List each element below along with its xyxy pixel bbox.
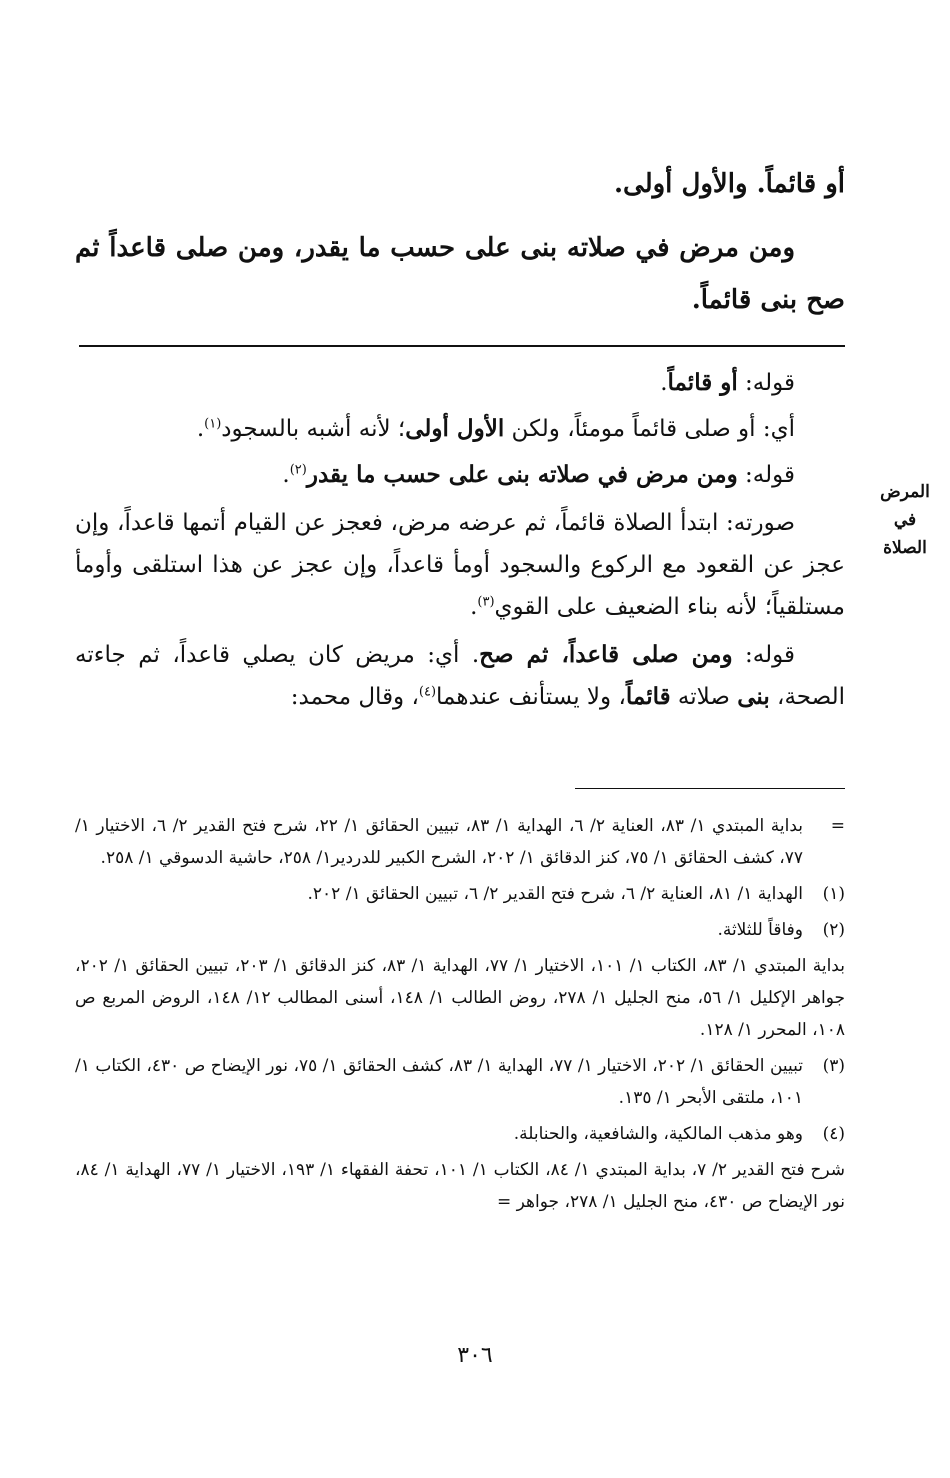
footnote-text: وهو مذهب المالكية، والشافعية، والحنابلة.: [513, 1124, 803, 1144]
commentary-text: ؛ لأنه أشبه بالسجود: [221, 416, 406, 442]
margin-note-line-1: المرض: [880, 482, 930, 502]
quoted-matn: قائماً: [625, 683, 671, 710]
commentary: [75, 362, 845, 718]
quoted-matn: ومن صلى قاعداً، ثم صح: [479, 641, 733, 668]
footnote-number: (٤): [822, 1124, 845, 1144]
footnote-text: الهداية ١/ ٨١، العناية ٢/ ٦، شرح فتح القدير ٢/ ٦، تبيين الحقائق ١/ ٢٠٢.: [307, 884, 803, 904]
commentary-paragraph-5: [75, 634, 845, 718]
footnote-text: بداية المبتدي ١/ ٨٣، الكتاب ١/ ١٠١، الاختيار ١/ ٧٧، الهداية ١/ ٨٣، كنز الدقائق ١/ ٢٠٣، تبيين الحقائق ١/ ٢٠٢، جواهر الإكليل ١/ ٥٦، منح الجليل ١/ ٢٧٨، روض الطالب ١/ ١٤٨، أسنى المطالب ١٢/ ١٤٨، الروض المربع ص ١٠٨، المحرر ١/ ١٢٨.: [75, 956, 845, 1040]
footnote-continuation: [75, 810, 845, 874]
footnote-ref-4[interactable]: (٤): [418, 684, 437, 700]
punctuation: .: [660, 370, 668, 396]
quoted-matn: أو قائماً: [667, 369, 738, 396]
commentary-label: قوله:: [732, 642, 796, 668]
footnotes: [75, 810, 845, 1218]
quoted-matn: ومن مرض في صلاته بنى على حسب ما يقدر: [306, 461, 738, 488]
footnote-ref-1[interactable]: (١): [204, 416, 222, 432]
commentary-paragraph-3: [75, 454, 845, 496]
footnote-number: (٢): [822, 920, 845, 940]
commentary-label: قوله:: [737, 462, 795, 488]
matn-paragraph-2-text: ومن مرض في صلاته بنى على حسب ما يقدر، ومن صلى قاعداً ثم صح بنى قائماً.: [75, 233, 845, 315]
commentary-paragraph-1: [75, 362, 845, 404]
matn-line-1-text: أو قائماً. والأول أولى.: [613, 169, 845, 199]
footnote-4: [75, 1118, 845, 1150]
matn-line-1: [75, 158, 845, 210]
commentary-text: ، ولا يستأنف عندهما: [436, 684, 626, 710]
commentary-text: ، وقال محمد:: [290, 684, 419, 710]
margin-note: [874, 478, 936, 562]
footnote-1: [75, 878, 845, 910]
matn-paragraph-2: [75, 222, 845, 326]
commentary-text: صورته: ابتدأ الصلاة قائماً، ثم عرضه مرض، فعجز عن القيام أتمها قاعداً، وإن عجز عن القعود مع الركوع والسجود أومأ قاعداً، وإن عجز عن هذا استلقى وأومأ مستلقياً؛ لأنه بناء الضعيف على القوي: [75, 510, 845, 620]
continuation-marker: =: [830, 816, 845, 836]
margin-note-line-3: الصلاة: [883, 538, 927, 558]
footnote-text: وفاقاً للثلاثة.: [717, 920, 803, 940]
quoted-matn: بنى: [737, 683, 770, 710]
main-separator-rule: [79, 345, 845, 347]
footnote-text: تبيين الحقائق ١/ ٢٠٢، الاختيار ١/ ٧٧، الهداية ١/ ٨٣، كشف الحقائق ١/ ٧٥، نور الإيضاح ص ٤٣٠، الكتاب ١/ ١٠١، ملتقى الأبحر ١/ ١٣٥.: [75, 1056, 804, 1108]
footnote-text: بداية المبتدي ١/ ٨٣، العناية ٢/ ٦، الهداية ١/ ٨٣، تبيين الحقائق ١/ ٢٢، شرح فتح القدير ٢/ ٦، الاختيار ١/ ٧٧، كشف الحقائق ١/ ٧٥، كنز الدقائق ١/ ٢٠٢، الشرح الكبير للدردير١/ ٢٥٨، حاشية الدسوقي ١/ ٢٥٨.: [75, 816, 803, 868]
footnote-2: [75, 914, 845, 946]
footnote-2-sources: [75, 950, 845, 1046]
footnote-ref-2[interactable]: (٢): [289, 462, 307, 478]
margin-note-line-2: في: [893, 510, 917, 530]
commentary-label: قوله:: [737, 370, 795, 396]
quoted-matn: الأول أولى: [405, 415, 505, 442]
commentary-paragraph-2: [75, 408, 845, 450]
footnote-number: (١): [822, 884, 845, 904]
punctuation: .: [282, 462, 290, 488]
punctuation: .: [470, 594, 478, 620]
footnote-4-sources: [75, 1154, 845, 1218]
commentary-text: صلاته: [670, 684, 738, 710]
punctuation: .: [196, 416, 205, 442]
footnote-text: شرح فتح القدير ٢/ ٧، بداية المبتدي ١/ ٨٤، الكتاب ١/ ١٠١، تحفة الفقهاء ١/ ١٩٣، الاختيار ١/ ٧٧، الهداية ١/ ٨٤، نور الإيضاح ص ٤٣٠، منح الجليل ١/ ٢٧٨، جواهر =: [75, 1160, 846, 1212]
footnote-3: [75, 1050, 845, 1114]
commentary-text: . أي: مريض كان يصلي قاعداً، ثم جاءته الصحة،: [75, 642, 845, 710]
footnote-number: (٣): [822, 1056, 846, 1076]
footnote-separator-rule: [575, 788, 845, 789]
commentary-paragraph-4: [75, 502, 845, 628]
commentary-text: أي: أو صلى قائماً مومئاً، ولكن: [504, 416, 795, 442]
footnote-ref-3[interactable]: (٣): [477, 594, 495, 610]
page-number: ٣٠٦: [457, 1343, 493, 1368]
